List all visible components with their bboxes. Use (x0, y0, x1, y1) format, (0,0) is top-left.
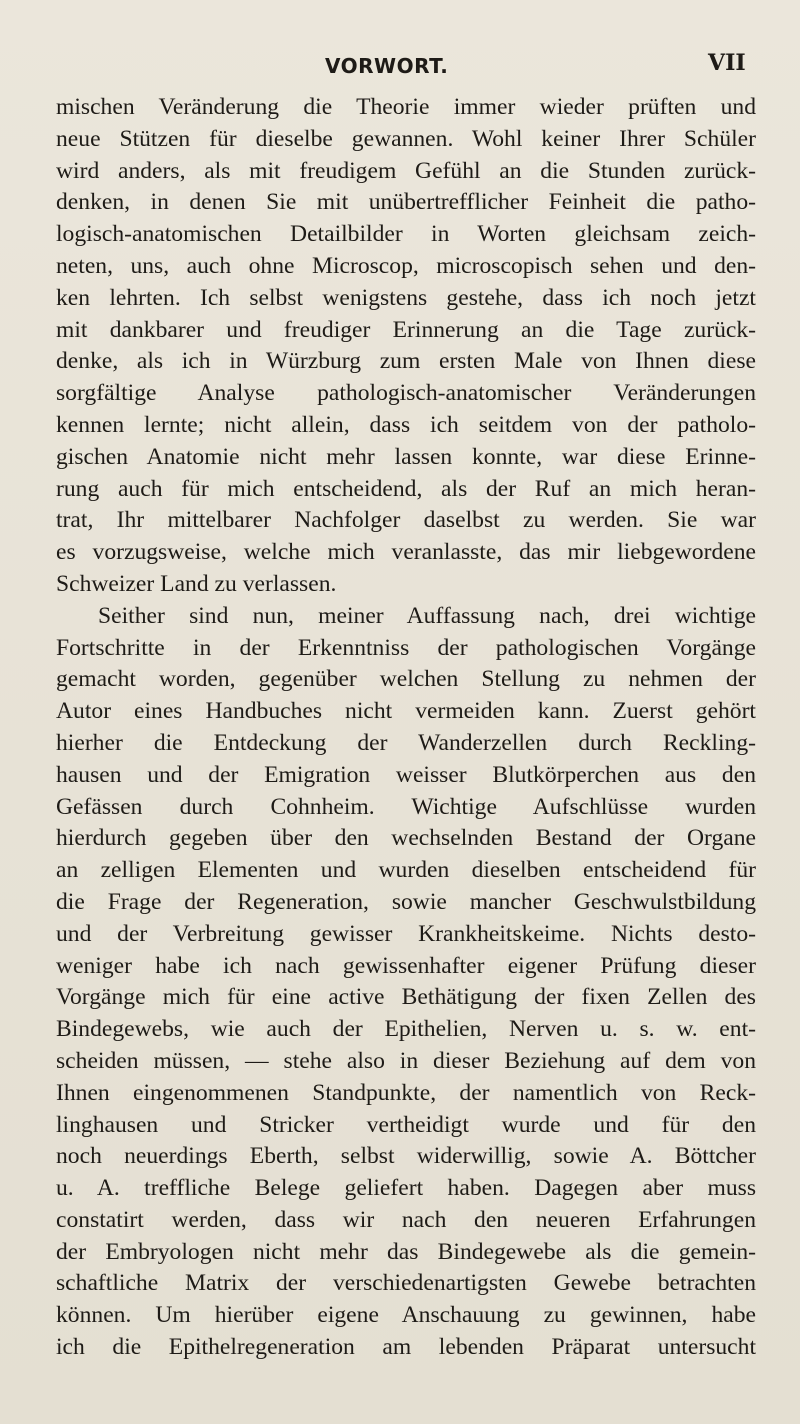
text-line: mit dankbarer und freudiger Erinnerung an die Tage zurück- (56, 316, 756, 343)
text-line: der Embryologen nicht mehr das Bindegewebe als die gemein- (56, 1238, 756, 1265)
paragraph-start-line: Seither sind nun, meiner Auffassung nach, drei wichtige (98, 602, 756, 629)
page-number: VII (708, 50, 746, 76)
text-line: Gefässen durch Cohnheim. Wichtige Aufschlüsse wurden (56, 793, 756, 820)
text-line: sorgfältige Analyse pathologisch-anatomischer Veränderungen (56, 380, 756, 407)
text-line: weniger habe ich nach gewissenhafter eigener Prüfung dieser (56, 952, 756, 979)
text-line: denken, in denen Sie mit unübertrefflicher Feinheit die patho- (56, 189, 756, 216)
text-line: Schweizer Land zu verlassen. (56, 570, 337, 597)
text-line: kennen lernte; nicht allein, dass ich seitdem von der patholo- (56, 411, 756, 438)
text-line: es vorzugsweise, welche mich veranlasste, das mir liebgewordene (56, 539, 756, 566)
text-line: logisch-anatomischen Detailbilder in Worten gleichsam zeich- (56, 221, 756, 248)
body-text (56, 92, 756, 1364)
text-line: denke, als ich in Würzburg zum ersten Male von Ihnen diese (56, 348, 756, 375)
text-line: ich die Epithelregeneration am lebenden Präparat untersucht (56, 1334, 756, 1361)
text-line: Autor eines Handbuches nicht vermeiden kann. Zuerst gehört (56, 698, 756, 725)
text-line: noch neuerdings Eberth, selbst widerwillig, sowie A. Böttcher (56, 1143, 756, 1170)
text-line: trat, Ihr mittelbarer Nachfolger daselbst zu werden. Sie war (56, 507, 756, 534)
text-line: Bindegewebs, wie auch der Epithelien, Nerven u. s. w. ent- (56, 1016, 756, 1043)
text-line: wird anders, als mit freudigem Gefühl an die Stunden zurück- (56, 157, 756, 184)
text-line: linghausen und Stricker vertheidigt wurde und für den (56, 1111, 756, 1138)
text-line: mischen Veränderung die Theorie immer wieder prüften und (56, 94, 756, 120)
text-line: gemacht worden, gegenüber welchen Stellung zu nehmen der (56, 666, 756, 693)
text-line: rung auch für mich entscheidend, als der Ruf an mich heran- (56, 475, 756, 502)
text-line: ken lehrten. Ich selbst wenigstens gestehe, dass ich noch jetzt (56, 284, 756, 311)
text-line: und der Verbreitung gewisser Krankheitskeime. Nichts desto- (56, 920, 756, 947)
text-line: gischen Anatomie nicht mehr lassen konnte, war diese Erinne- (56, 443, 756, 470)
text-line: schaftliche Matrix der verschiedenartigsten Gewebe betrachten (56, 1270, 756, 1297)
text-line: an zelligen Elementen und wurden dieselben entscheidend für (56, 857, 756, 884)
text-line: hierdurch gegeben über den wechselnden Bestand der Organe (56, 825, 756, 852)
text-line: hierher die Entdeckung der Wanderzellen durch Reckling- (56, 729, 756, 756)
text-line: neten, uns, auch ohne Microscop, microscopisch sehen und den- (56, 252, 756, 279)
running-title: VORWORT. (325, 54, 449, 78)
text-line: hausen und der Emigration weisser Blutkörperchen aus den (56, 761, 756, 788)
text-line: können. Um hierüber eigene Anschauung zu gewinnen, habe (56, 1302, 756, 1329)
text-line: Fortschritte in der Erkenntniss der pathologischen Vorgänge (56, 634, 756, 661)
text-line: Ihnen eingenommenen Standpunkte, der namentlich von Reck- (56, 1079, 756, 1106)
text-line: scheiden müssen, — stehe also in dieser Beziehung auf dem von (56, 1047, 756, 1074)
text-line: u. A. treffliche Belege geliefert haben. Dagegen aber muss (56, 1175, 756, 1202)
text-line: neue Stützen für dieselbe gewannen. Wohl keiner Ihrer Schüler (56, 125, 756, 152)
text-line: die Frage der Regeneration, sowie mancher Geschwulstbildung (56, 888, 756, 915)
text-line: constatirt werden, dass wir nach den neueren Erfahrungen (56, 1206, 756, 1233)
running-head (0, 50, 800, 84)
text-line: Vorgänge mich für eine active Bethätigung der fixen Zellen des (56, 984, 756, 1011)
